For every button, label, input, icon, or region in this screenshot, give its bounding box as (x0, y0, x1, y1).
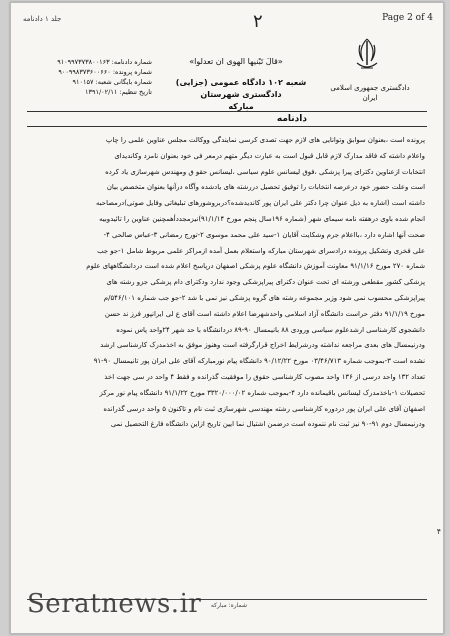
body-line: علی فخری وتشکیل پرونده درادسرای شهرستان مبارکه واستعلام بعمل آمده ازمراکز علمی مربوط شامل ۱-جو جب (97, 246, 425, 255)
judiciary-title (325, 83, 415, 103)
body-line: پزشکی کشور مقطعی ورشته ای تحت عنوان دکترای پیراپزشکی وجود ندارد ودکترای دام پزشکی جزو رشته های (106, 278, 425, 287)
body-line: دانشجوی کارشناسی ارشدعلوم سیاسی ورودی ۸۸ بانیمسال ۹۰-۸۹ دردانشگاه با حد شهر ۲۴واحد پاس نموده (116, 325, 425, 334)
iran-emblem-icon (351, 35, 383, 75)
court-branch-title (161, 77, 321, 113)
body-line: ودرنیمسال های بعدی مراجعه نداشته ودرشرایط اخراج قرارگرفته است وهنوز موفق به اخذمدرک کارشناسی ارشد (100, 341, 425, 350)
body-line: پیراپزشکی محسوب نمی شود وزیر مجموعه رشته های گروه پزشکی نیز نمی با شد ۲-جو جب شماره ۵۴۶/۱۰۱/م (103, 293, 425, 302)
title-bar (27, 111, 427, 127)
body-line: ودرنیمسال دوم ۹۱-۹۰ نیز ثبت نام ننموده است درضمن اشتیال نما ایین تاریخ ازاین دانشگاه فارغ التحصیل نمی (110, 420, 425, 429)
verdict-body (29, 133, 425, 433)
meta-row: شماره بایگانی شعبه: ۹۱۰۱۵۷ (72, 78, 152, 86)
body-line: صحت آنها اشاره دارد ،بااعلام جرم وشکایت آقایان ۱-سید علی محمد موسوی ۲-تورج رمضانی ۳-عباس صالحی ۴- (103, 230, 425, 239)
meta-row: شماره دادنامه: ۹۱۰۹۹۷۳۷۳۸۰۰۱۶۳ (57, 58, 152, 66)
judiciary-line-2: ایران (362, 94, 378, 102)
judiciary-line-1: دادگستری جمهوری اسلامی (330, 84, 410, 92)
body-line: اصفهان آقای علی ایران پور دردوره کارشناسی رشته مهندسی شهرسازی ثبت نام و تاکنون ۵ واحد درسی گذرانده (103, 404, 425, 413)
body-line: شماره ۲۷۰ مورخ ۹۱/۱/۱۶ معاونت آموزش دانشگاه علوم پزشکی اصفهان درپاسخ اعلام شده است دردانشگاههای علوم (86, 262, 425, 271)
side-mark: ۴ (436, 527, 441, 536)
handwritten-page-mark: ۲ (253, 11, 263, 32)
basmala: «قالَ تَبْنيها الهوی ان تعدلوا» (189, 57, 283, 66)
case-meta (27, 57, 152, 97)
body-line: است وعلت حضور خود درعرصه انتخابات را توفیق تحصیل دررشته های یادشده وآگاه درآنها بعنوان متخصص بیان (106, 183, 425, 192)
body-line: انجام شده باوی درهفته نامه سیمای شهر (شماره ۱۹۶سال پنجم مورخ ۹۱/۱/۱۴)نیزمجددأهمچنین عناوین را تائیدوبیه (99, 214, 425, 223)
body-line: نشده است ۳-بموجب شماره ۰۳/۴۶/۷۱۳ مورخ ۹۰/۱۲/۲۲ دانشگاه پیام نورمبارکه آقای علی ایران پور تانیمسال ۹۰-۹۱ (93, 357, 425, 366)
document-title: دادنامه (276, 114, 307, 124)
meta-row: تاریخ تنظیم: ۱۳۹۱/۰۲/۱۱ (85, 88, 152, 96)
letterhead (21, 27, 433, 109)
meta-row: شماره پرونده: ۹۰۰۹۹۸۳۷۳۶۰۰۶۶۰ (58, 68, 152, 76)
body-line: پرونده است ،بعنوان سوابق وتوانایی های لازم جهت تصدی کرسی نمایندگی ووکالت مجلس عناوین علمی را چاپ (105, 136, 425, 144)
body-line: مورخ ۹۱/۱/۱۹ دفتر حراست دانشگاه آزاد اسلامی واحدشهرضا اعلام داشته است آقای ع لی ایرانپور فرز ند حسن (104, 309, 425, 318)
branch-line-1: شعبه ۱۰۲ دادگاه عمومی (جزایی) دادگستری شهرستان (175, 78, 307, 99)
branch-line-2: مبارکه (228, 102, 254, 111)
body-line: واعلام داشته که فاقد مدارک لازم قابل قبول است به عبارت دیگر متهم درمعر فی خود بعنوان نامزد وکاندیدای (114, 151, 425, 160)
page-number: Page 2 of 4 (382, 13, 433, 23)
body-line: تحصیلات ۱-باخذمدرک لیسانس باقیمانده دارد ۴-بموجب شماره ۳۳۲۰/۰۰۰/۰۲ مورخ ۹۱/۱/۲۲ دانشگاه پیام نور مرکز (99, 388, 425, 397)
top-note: جلد ۱ دادنامه (23, 15, 62, 23)
site-watermark: Seratnews.ir (27, 589, 202, 619)
body-line: داشته است (اشاره به ذیل عنوان چرا دکتر علی ایران پور کاندیدشده؟دربروشورهای تبلیغاتی وفایل صوتی)درمصاحبه (96, 199, 425, 208)
document-page (10, 2, 444, 634)
body-line: تعداد ۱۳۲ واحد درسی از ۱۳۶ واحد مصوب کارشناسی حقوق را موفقیت گذرانده و فقط ۴ واحد در سی جهت اخذ (104, 372, 425, 381)
footer-text: شماره: مبارکه (210, 602, 247, 609)
body-line: انتخابات ازعناوین دکترای پیرا پزشکی ،فوق لیسانس علوم سیاسی ،لیسانس حقو ق ومهندس شهرسازی یاد کرده (105, 167, 425, 176)
